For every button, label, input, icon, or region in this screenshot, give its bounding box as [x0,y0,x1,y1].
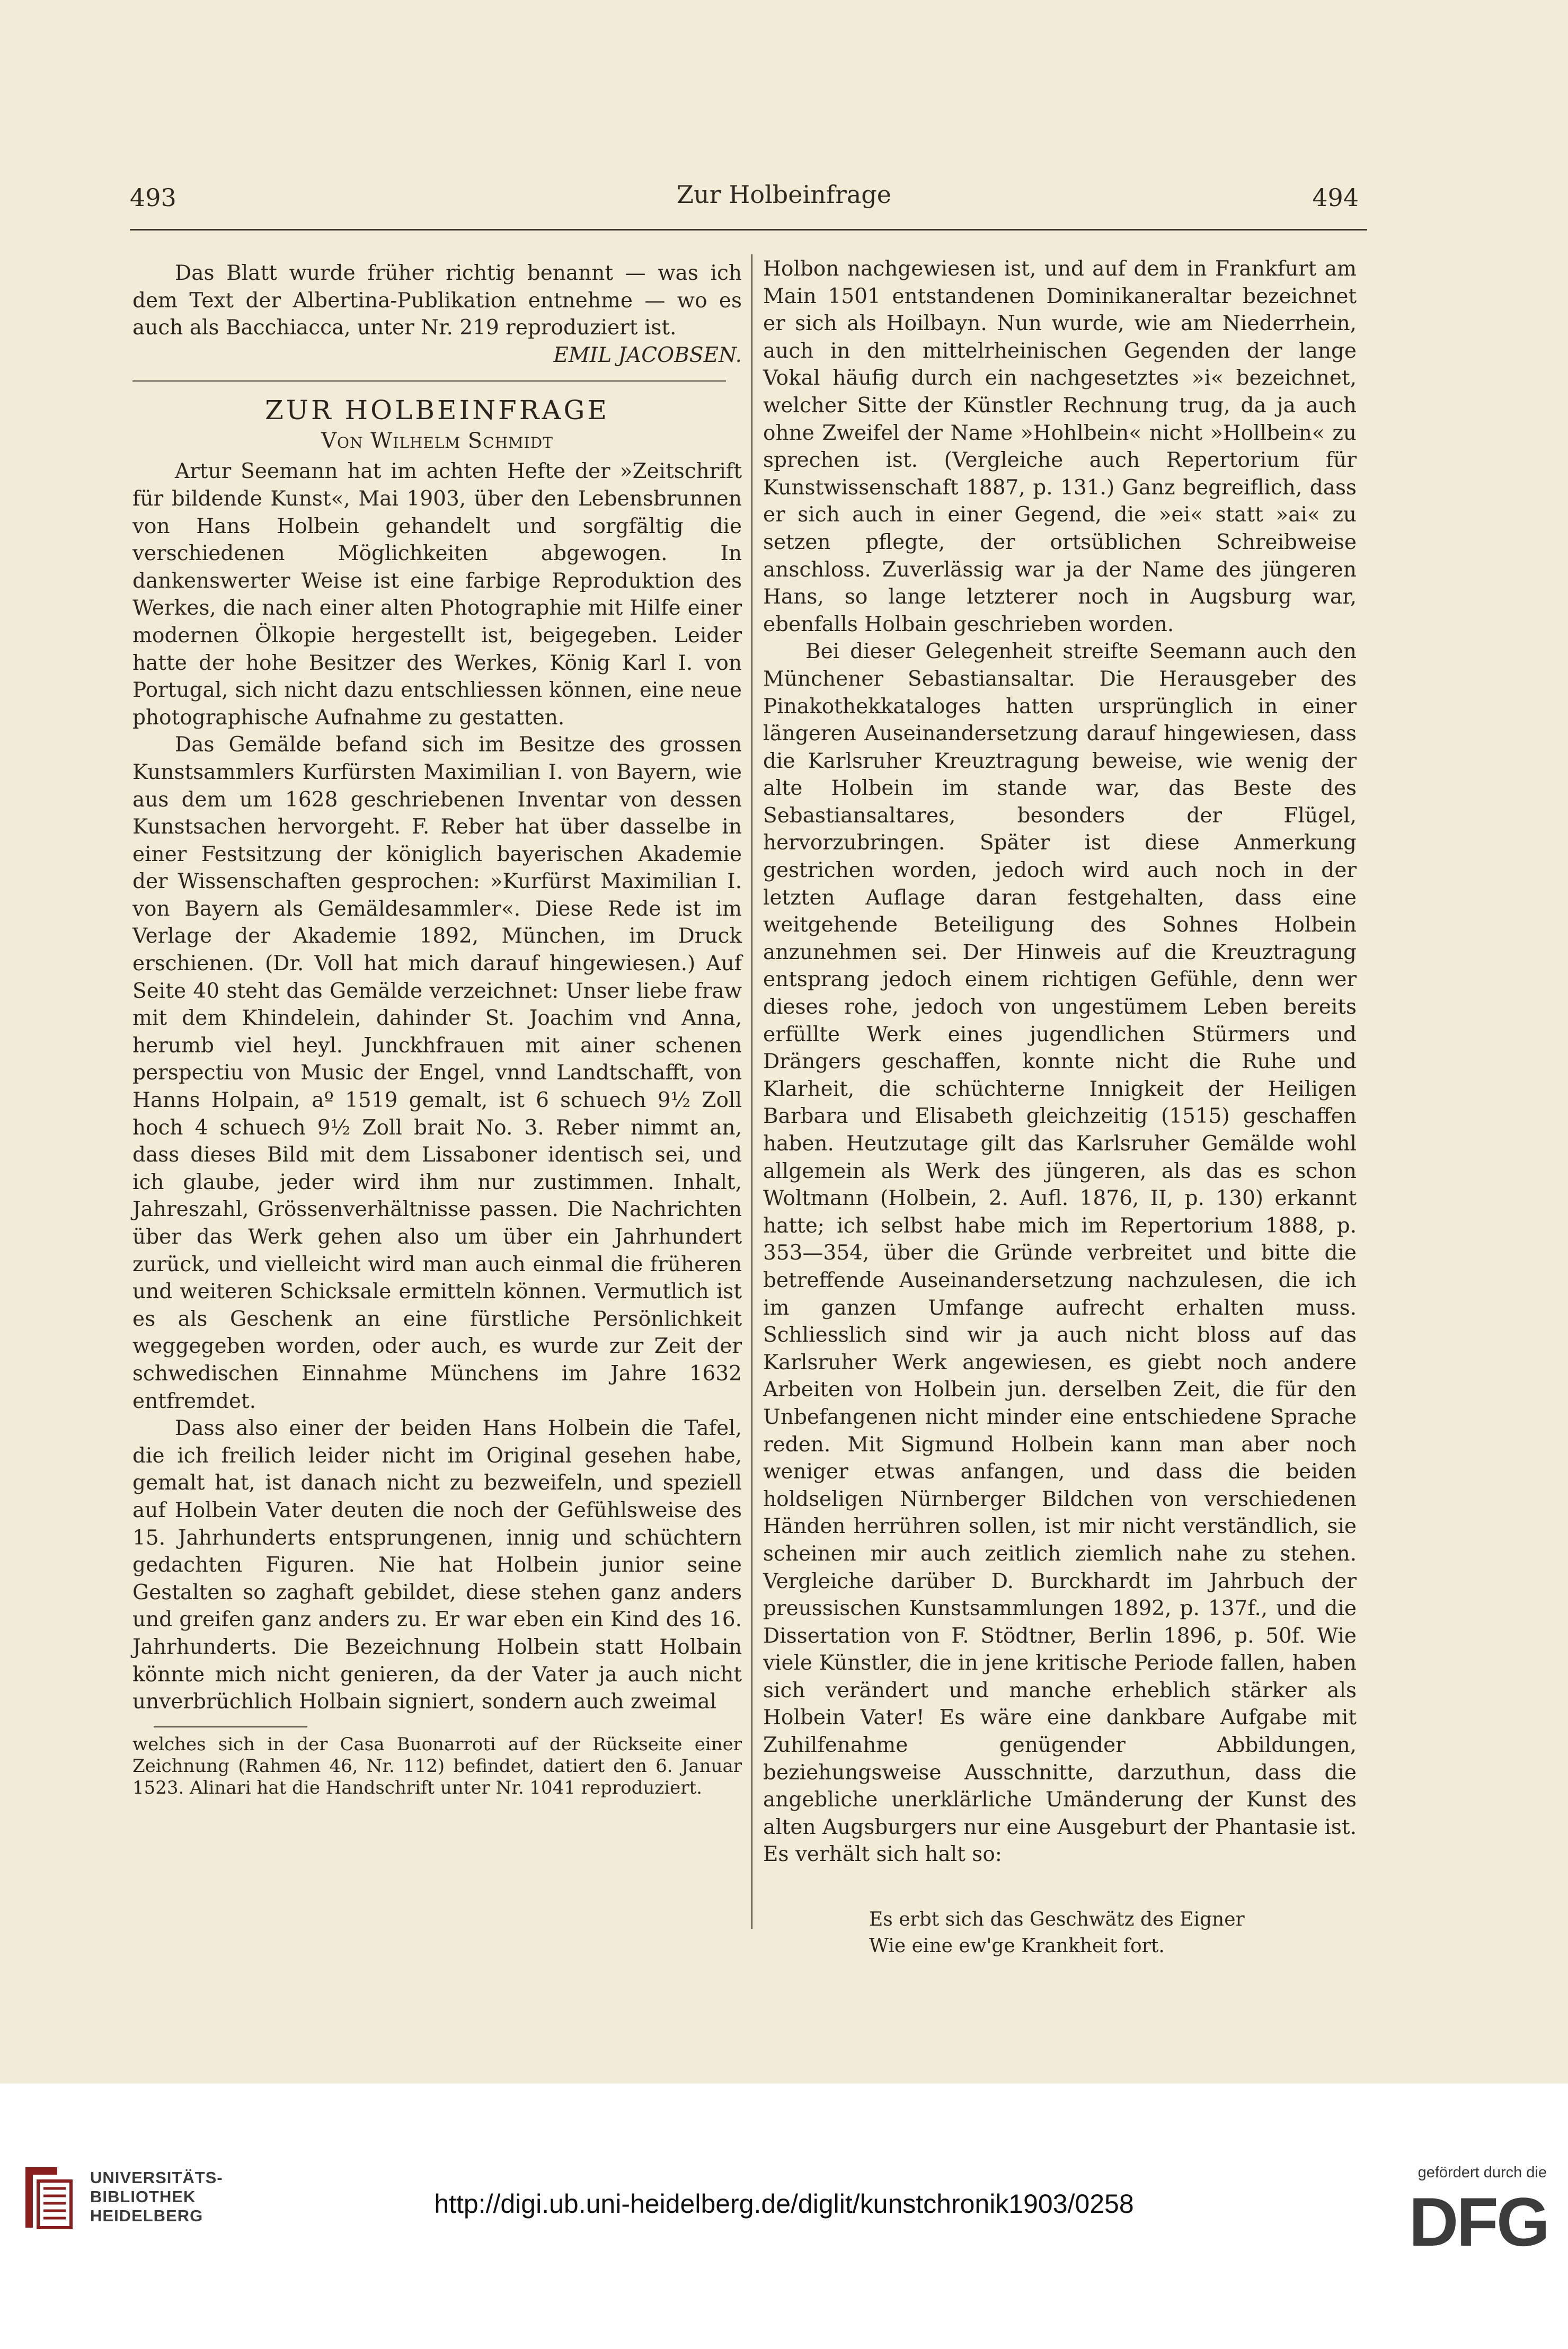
footnote: welches sich in der Casa Buonarroti auf der Rückseite einer Zeichnung (Rahmen 46, Nr. 112) befindet, datiert den 6. Januar 1523. Alinari hat die Handschrift unter Nr. 1041 reproduziert. [132,1733,742,1798]
funding-note: gefördert durch die [1418,2164,1547,2181]
library-name-line: HEIDELBERG [90,2206,203,2225]
body-paragraph: Bei dieser Gelegenheit streifte Seemann auch den Münchener Sebastiansaltar. Die Herausgeber des Pinakothekkataloges hatten ursprünglich in einer längeren Auseinandersetzung darauf hingewiesen, dass die Karlsruher Kreuztragung beweise, wie wenig der alte Holbein im stande war, das Beste des Sebastiansaltares, besonders der Flügel, hervorzubringen. Später ist diese Anmerkung gestrichen worden, jedoch wird auch noch in der letzten Auflage daran festgehalten, dass eine weitgehende Beteiligung des Sohnes Holbein anzunehmen sei. Der Hinweis auf die Kreuztragung entsprang jedoch einem richtigen Gefühle, denn wer dieses rohe, jedoch von ungestümem Leben bereits erfüllte Werk eines jugendlichen Stürmers und Drängers geschaffen, konnte nicht die Ruhe und Klarheit, die schüchterne Innigkeit der Heiligen Barbara und Elisabeth gleichzeitig (1515) geschaffen haben. Heutzutage gilt das Karlsruher Gemälde wohl allgemein als Werk des jüngeren, als das es schon Woltmann (Holbein, 2. Aufl. 1876, II, p. 130) erkannt hatte; ich selbst habe mich im Repertorium 1888, p. 353—354, über die Gründe verbreitet und bitte die betreffende Auseinandersetzung nachzulesen, die ich im ganzen Umfange aufrecht erhalten muss. Schliesslich sind wir ja auch nicht bloss auf das Karlsruher Werk angewiesen, es giebt noch andere Arbeiten von Holbein jun. derselben Zeit, die für den Unbefangenen nicht minder eine entschiedene Sprache reden. Mit Sigmund Holbein kann man aber noch weniger etwas anfangen, und dass die beiden holdseligen Nürnberger Bildchen von verschiedenen Händen herrühren sollen, ist mir nicht verständlich, sie scheinen mir auch zeitlich ziemlich nahe zu stehen. Vergleiche darüber D. Burckhardt im Jahrbuch der preussischen Kunstsammlungen 1892, p. 137f., und die Dissertation von F. Stödtner, Berlin 1896, p. 50f. Wie viele Künstler, die in jene kritische Periode fallen, haben sich verändert und manche erheblich stärker als Holbein Vater! Es wäre eine dankbare Aufgabe mit Zuhilfenahme genügender Abbildungen, beziehungsweise Ausschnitte, darzuthun, dass die angebliche unerklärliche Umänderung der Kunst des alten Augsburgers nur eine Ausgeburt der Phantasie ist. Es verhält sich halt so: [763,640,1357,1867]
right-column [763,255,1357,1960]
page-number-right: 494 [1312,183,1359,212]
poem-quote [869,1907,1357,1960]
continued-paragraph: Holbon nachgewiesen ist, und auf dem in Frankfurt am Main 1501 entstandenen Dominikaneraltar bezeichnet er sich als Hoilbayn. Nun wurde, wie am Niederrhein, auch in den mittelrheinischen Gegenden der lange Vokal häufig durch ein nachgesetztes »i« bezeichnet, welcher Sitte der Künstler Rechnung trug, da ja auch ohne Zweifel der Name »Hohlbein« nicht »Hollbein« zu sprechen ist. (Vergleiche auch Repertorium für Kunstwissenschaft 1887, p. 131.) Ganz begreiflich, dass er sich auch in einer Gegend, die »ei« statt »ai« zu setzen pflegte, der ortsüblichen Schreibweise anschloss. Zuverlässig war ja der Name des jüngeren Hans, so lange letzterer noch in Augsburg war, ebenfalls Holbain geschrieben worden. [763,257,1357,636]
article-byline: Von Wilhelm Schmidt [321,429,553,454]
prev-article-paragraph: Das Blatt wurde früher richtig benannt — was ich dem Text der Albertina-Publikation entnehme — wo es auch als Bacchiacca, unter Nr. 219 reproduziert ist. [132,261,742,340]
dfg-logo: DFG [1408,2183,1548,2261]
poem-line: Es erbt sich das Geschwätz des Eigner [869,1909,1245,1931]
prev-article-signature: EMIL JACOBSEN. [553,343,742,367]
header-rule [130,229,1367,231]
body-paragraph: Artur Seemann hat im achten Hefte der »Zeitschrift für bildende Kunst«, Mai 1903, über den Lebensbrunnen von Hans Holbein gehandelt und sorgfältig die verschiedenen Möglichkeiten abgewogen. In dankenswerter Weise ist eine farbige Reproduktion des Werkes, die nach einer alten Photographie mit Hilfe einer modernen Ölkopie hergestellt ist, beigegeben. Leider hatte der hohe Besitzer des Werkes, König Karl I. von Portugal, sich nicht dazu entschliessen können, eine neue photographische Aufnahme zu gestatten. [132,459,742,730]
body-paragraph: Das Gemälde befand sich im Besitze des grossen Kunstsammlers Kurfürsten Maximilian I. von Bayern, wie aus dem um 1628 geschriebenen Inventar von dessen Kunstsachen hervorgeht. F. Reber hat über dasselbe in einer Festsitzung der königlich bayerischen Akademie der Wissenschaften gesprochen: »Kurfürst Maximilian I. von Bayern als Gemäldesammler«. Diese Rede ist im Verlage der Akademie 1892, München, im Druck erschienen. (Dr. Voll hat mich darauf hingewiesen.) Auf Seite 40 steht das Gemälde verzeichnet: Unser liebe fraw mit dem Khindelein, dahinder St. Joachim vnd Anna, herumb viel heyl. Junckhfrauen mit ainer schenen perspectiu von Music der Engel, vnnd Landtschafft, von Hanns Holpain, aº 1519 gemalt, ist 6 schuech 9½ Zoll hoch 4 schuech 9½ Zoll brait No. 3. Reber nimmt an, dass dieses Bild mit dem Lissaboner identisch sei, und ich glaube, jeder wird ihm nur zustimmen. Inhalt, Jahreszahl, Grössenverhältnisse passen. Die Nachrichten über das Werk gehen also um über ein Jahrhundert zurück, und vielleicht wird man auch einmal die früheren und weiteren Schicksale ermitteln können. Vermutlich ist es als Geschenk an eine fürstliche Persönlichkeit weggegeben worden, oder auch, es wurde zur Zeit der schwedischen Einnahme Münchens im Jahre 1632 entfremdet. [132,733,742,1413]
source-url[interactable]: http://digi.ub.uni-heidelberg.de/diglit/kunstchronik1903/0258 [434,2189,1134,2219]
library-name-line: BIBLIOTHEK [90,2187,196,2206]
footnote-rule [154,1726,307,1727]
article-separator [132,380,726,382]
poem-line: Wie eine ew'ge Krankheit fort. [869,1935,1165,1957]
left-column [132,260,742,1799]
page-number-left: 493 [130,183,176,212]
digitization-footer [0,2084,1568,2349]
running-title: Zur Holbeinfrage [677,180,891,209]
body-paragraph: Dass also einer der beiden Hans Holbein die Tafel, die ich freilich leider nicht im Original gesehen habe, gemalt hat, ist danach nicht zu bezweifeln, und speziell auf Holbein Vater deuten die noch der Gefühlsweise des 15. Jahrhunderts entsprungenen, innig und schüchtern gedachten Figuren. Nie hat Holbein junior seine Gestalten so zaghaft gebildet, diese stehen ganz anders und greifen ganz anders zu. Er war eben ein Kind des 16. Jahrhunderts. Die Bezeichnung Holbein statt Holbain könnte mich nicht genieren, da der Vater ja auch nicht unverbrüchlich Holbain signiert, sondern auch zweimal [132,1416,742,1714]
column-divider [751,254,752,1929]
article-title: ZUR HOLBEINFRAGE [265,395,609,426]
library-name-line: UNIVERSITÄTS- [90,2168,223,2187]
